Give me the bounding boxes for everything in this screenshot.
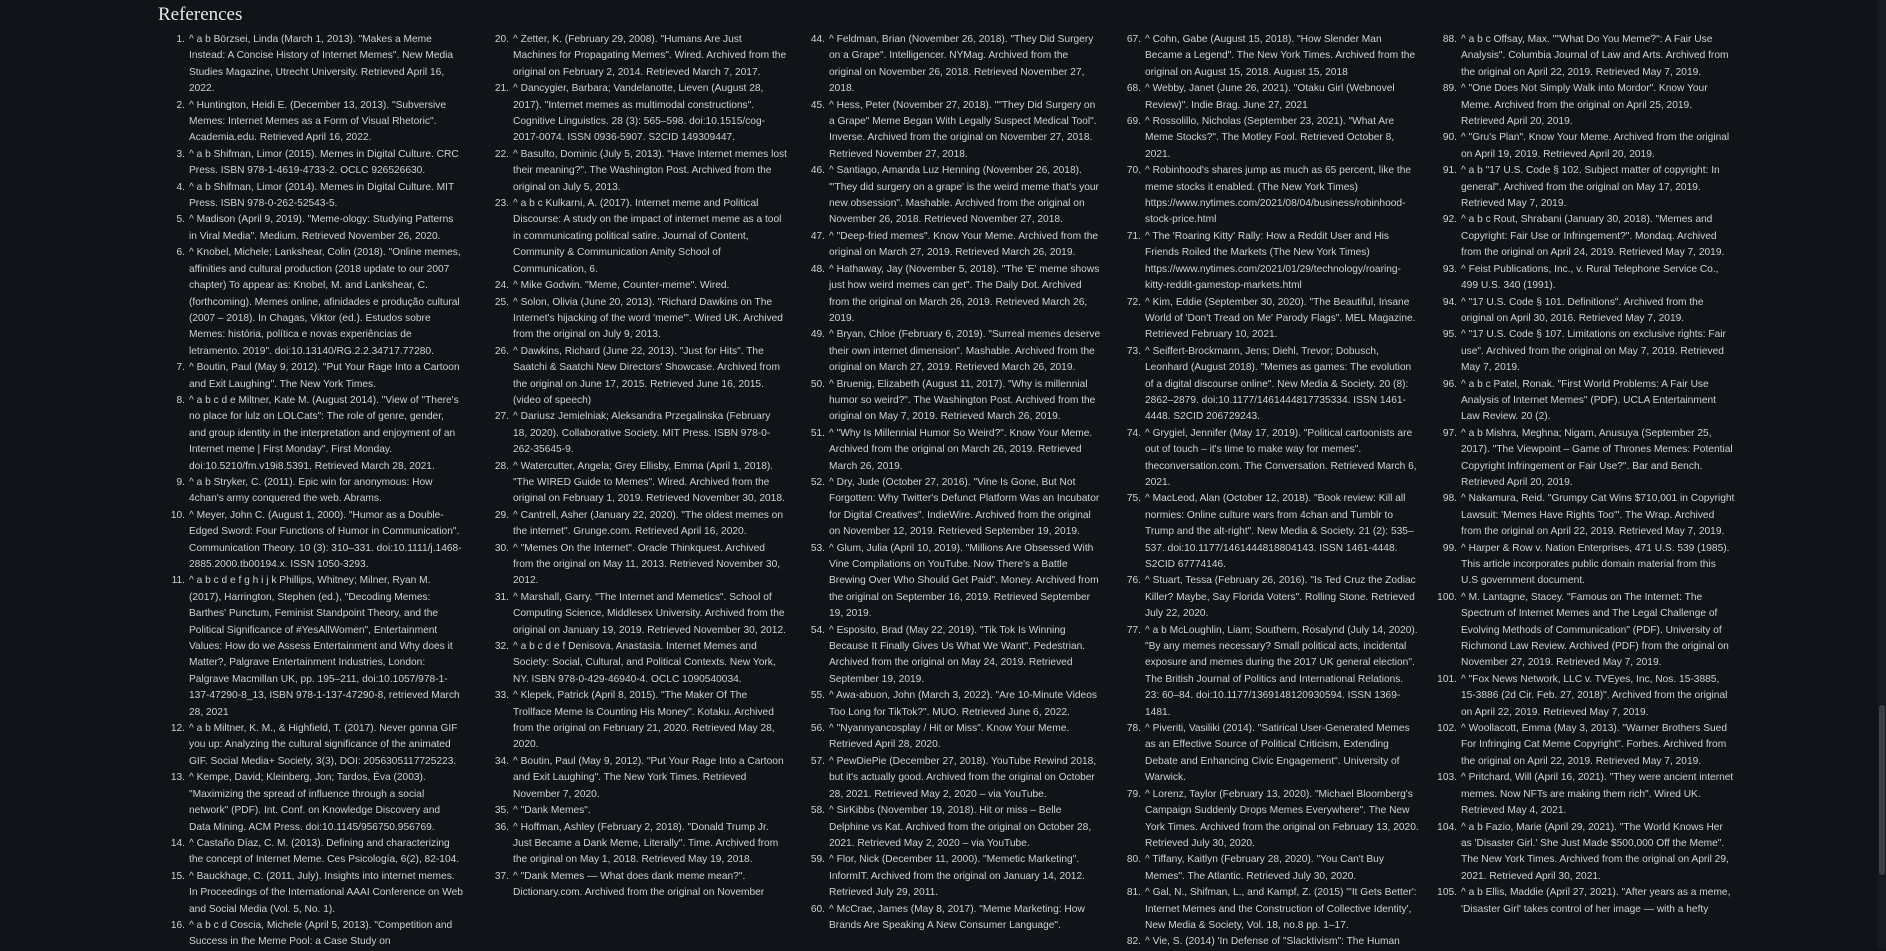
reference-number: 11.	[171, 575, 185, 587]
reference-item	[163, 98, 463, 147]
reference-item	[487, 869, 787, 902]
reference-item	[1435, 262, 1735, 295]
reference-text[interactable]: ^ Kim, Eddie (September 30, 2020). "The Beautiful, Insane World of 'Don't Tread on Me' Parody Flags". MEL Magazine. Retrieved February 10, 2021.	[1145, 296, 1416, 341]
reference-text[interactable]: ^ Vie, S. (2014) 'In Defense of "Slacktivism": The Human	[1145, 936, 1400, 948]
reference-text[interactable]: ^ a b c Rout, Shrabani (January 30, 2018). "Memes and Copyright: Fair Use or Infringement?". Mondaq. Archived from the original on April 24, 2019. Retrieved May 7, 2019.	[1461, 214, 1725, 259]
reference-item	[1435, 491, 1735, 540]
reference-number: 82.	[1126, 936, 1141, 948]
reference-item	[803, 32, 1103, 98]
reference-number: 76.	[1126, 575, 1141, 587]
reference-number: 60.	[810, 903, 825, 915]
reference-item	[803, 902, 1103, 935]
reference-text[interactable]: ^ Castaño Díaz, C. M. (2013). Defining and characterizing the concept of Internet Meme. Ces Psicología, 6(2), 82-104.	[189, 837, 460, 866]
reference-number: 9.	[176, 476, 185, 488]
reference-text[interactable]: ^ a b Mishra, Meghna; Nigam, Anusuya (September 25, 2017). "The Viewpoint – Game of Thrones Memes: Potential Copyright Infringement or Fair Use?". Bar and Bench. Retrieved April 20, 2019.	[1461, 427, 1733, 488]
reference-item	[1119, 885, 1419, 934]
reference-text[interactable]: ^ Hess, Peter (November 27, 2018). ""They Did Surgery on a Grape" Meme Began With Legally Suspect Medical Tool". Inverse. Archived from the original on November 27, 2018. Retrieved November 27, 2018.	[829, 99, 1097, 160]
reference-text[interactable]: ^ a b c d e Miltner, Kate M. (August 2014). "View of "There's no place for lulz on LOLCats": The role of genre, gender, and group identity in the interpretation and enjoyment of an Internet meme | First Monday". First Monday. doi:10.5210/fm.v19i8.5391. Retrieved March 28, 2021.	[189, 394, 459, 472]
reference-number: 26.	[494, 345, 509, 357]
reference-item	[487, 508, 787, 541]
reference-number: 25.	[494, 296, 509, 308]
reference-item	[803, 721, 1103, 754]
reference-text[interactable]: ^ MacLeod, Alan (October 12, 2018). "Book review: Kill all normies: Online culture wars from 4chan and Tumblr to Trump and the alt-right". New Media & Society. 21 (2): 535–537. doi:10.1177/1461444818804143. ISSN 1461-4448. S2CID 67774146.	[1145, 493, 1414, 570]
reference-item	[1435, 377, 1735, 426]
references-column-5	[1435, 32, 1735, 918]
reference-text[interactable]: ^ a b c Patel, Ronak. "First World Problems: A Fair Use Analysis of Internet Memes" (PDF). UCLA Entertainment Law Review. 20 (2).	[1461, 378, 1717, 423]
reference-item	[487, 32, 787, 81]
reference-number: 52.	[810, 476, 825, 488]
reference-text[interactable]: ^ Hathaway, Jay (November 5, 2018). "The 'E' meme shows just how weird memes can get". The Daily Dot. Archived from the original on March 26, 2019. Retrieved March 26, 2019.	[829, 263, 1100, 324]
reference-number: 33.	[494, 690, 509, 702]
reference-number: 70.	[1126, 165, 1141, 177]
reference-number: 67.	[1126, 34, 1141, 45]
reference-number: 53.	[810, 542, 825, 554]
reference-number: 91.	[1442, 165, 1457, 177]
reference-item	[487, 409, 787, 458]
reference-item	[1435, 81, 1735, 130]
reference-number: 93.	[1442, 263, 1457, 275]
reference-item	[487, 803, 787, 819]
reference-item	[163, 147, 463, 180]
reference-text[interactable]: ^ Cantrell, Asher (January 22, 2020). "The oldest memes on the internet". Grunge.com. Retrieved April 16, 2020.	[513, 509, 784, 538]
reference-number: 10.	[170, 509, 185, 521]
reference-item	[487, 295, 787, 344]
reference-item	[803, 426, 1103, 475]
references-column-2	[487, 32, 787, 902]
reference-text[interactable]: ^ a b McLoughlin, Liam; Southern, Rosalynd (July 14, 2020). "By any memes necessary? Small political acts, incidental exposure and memes during the 2017 UK general election". The British Journal of Politics and International Relations. 23: 60–84. doi:10.1177/1369148120930594. ISSN 1369-1481.	[1145, 624, 1418, 718]
reference-item	[1119, 229, 1419, 295]
reference-number: 103.	[1437, 772, 1457, 784]
reference-text[interactable]: ^ "Why Is Millennial Humor So Weird?". Know Your Meme. Archived from the original on March 26, 2019. Retrieved March 26, 2019.	[829, 427, 1093, 472]
reference-number: 45.	[810, 99, 825, 111]
reference-item	[1119, 623, 1419, 721]
reference-item	[1435, 672, 1735, 721]
reference-item	[163, 32, 463, 98]
reference-number: 51.	[810, 427, 825, 439]
reference-text[interactable]: ^ Dariusz Jemielniak; Aleksandra Przegalinska (February 18, 2020). Collaborative Society. MIT Press. ISBN 978-0-262-35645-9.	[513, 411, 771, 456]
reference-item	[487, 147, 787, 196]
reference-number: 97.	[1442, 427, 1457, 439]
reference-item	[1435, 163, 1735, 212]
reference-number: 56.	[810, 723, 825, 735]
reference-number: 69.	[1126, 116, 1141, 128]
reference-number: 54.	[810, 624, 825, 636]
reference-text[interactable]: ^ PewDiePie (December 27, 2018). YouTube Rewind 2018, but it's actually good. Archived from the original on October 28, 2021. Retrieved May 2, 2020 – via YouTube.	[829, 755, 1097, 800]
reference-text[interactable]: ^ Kempe, David; Kleinberg, Jon; Tardos, Éva (2003). "Maximizing the spread of influence through a social network" (PDF). Int. Conf. on Knowledge Discovery and Data Mining. ACM Press. doi:10.1145/956750.956769.	[189, 772, 441, 833]
reference-text[interactable]: ^ Watercutter, Angela; Grey Ellisby, Emma (April 1, 2018). "The WIRED Guide to Memes". Wired. Archived from the original on February 1, 2019. Retrieved November 30, 2018.	[513, 460, 785, 505]
reference-item	[803, 852, 1103, 901]
reference-text[interactable]: ^ Tiffany, Kaitlyn (February 28, 2020). "You Can't Buy Memes". The Atlantic. Retrieved July 30, 2020.	[1145, 854, 1384, 882]
reference-number: 22.	[494, 148, 509, 160]
reference-text[interactable]: ^ Zetter, K. (February 29, 2008). "Humans Are Just Machines for Propagating Memes". Wired. Archived from the original on February 2, 2014. Retrieved March 7, 2017.	[513, 34, 787, 78]
reference-item	[1119, 426, 1419, 492]
reference-number: 81.	[1126, 887, 1141, 899]
reference-item	[487, 541, 787, 590]
reference-number: 34.	[494, 755, 509, 767]
reference-text[interactable]: ^ Santiago, Amanda Luz Henning (November 26, 2018). "'They did surgery on a grape' is the weird meme that's your new obsession". Mashable. Archived from the original on November 26, 2018. Retrieved November 27, 2018.	[829, 165, 1099, 226]
reference-text[interactable]: ^ "Deep-fried memes". Know Your Meme. Archived from the original on March 27, 2019. Retrieved March 26, 2019.	[829, 230, 1099, 259]
reference-number: 75.	[1126, 493, 1141, 505]
reference-number: 6.	[176, 247, 185, 259]
reference-number: 12.	[170, 723, 185, 735]
reference-item	[1119, 491, 1419, 573]
reference-item	[163, 475, 463, 508]
reference-item	[487, 754, 787, 803]
reference-text[interactable]: ^ McCrae, James (May 8, 2017). "Meme Marketing: How Brands Are Speaking A New Consumer Language".	[829, 903, 1085, 931]
reference-number: 88.	[1442, 34, 1457, 45]
reference-item	[487, 278, 787, 294]
reference-number: 102.	[1437, 723, 1457, 735]
reference-number: 29.	[494, 509, 509, 521]
reference-item	[487, 820, 787, 869]
reference-item	[487, 344, 787, 410]
reference-text[interactable]: ^ Awa-abuon, John (March 3, 2022). "Are 10-Minute Videos Too Long for TikTok?". MUO. Retrieved June 6, 2022.	[829, 690, 1097, 718]
reference-item	[1119, 934, 1419, 950]
reference-text[interactable]: ^ The 'Roaring Kitty' Rally: How a Reddit User and His Friends Roiled the Markets (The New York Times) https://www.nytimes.com/2021/01/29/technology/roaring-kitty-reddit-gamestop-markets.html	[1145, 230, 1401, 292]
scrollbar-track[interactable]	[1878, 0, 1886, 949]
reference-text[interactable]: ^ Grygiel, Jennifer (May 17, 2019). "Political cartoonists are out of touch – it's time to make way for memes". theconversation.com. The Conversation. Retrieved March 6, 2021.	[1145, 427, 1417, 488]
reference-number: 24.	[494, 280, 509, 292]
reference-text[interactable]: ^ Cohn, Gabe (August 15, 2018). "How Slender Man Became a Legend". The New York Times. Archived from the original on August 15, 2018. August 15, 2018	[1145, 34, 1416, 78]
reference-text[interactable]: ^ Feldman, Brian (November 26, 2018). "They Did Surgery on a Grape". Intelligencer. NYMag. Archived from the original on November 26, 2018. Retrieved November 27, 2018.	[829, 34, 1094, 95]
reference-number: 101.	[1437, 673, 1457, 685]
reference-item	[163, 573, 463, 721]
reference-number: 99.	[1442, 542, 1457, 554]
reference-item	[1119, 295, 1419, 344]
reference-item	[1435, 212, 1735, 261]
reference-text[interactable]: ^ Huntington, Heidi E. (December 13, 2013). "Subversive Memes: Internet Memes as a Form of Visual Rhetoric". Academia.edu. Retrieved April 16, 2022.	[189, 99, 446, 144]
reference-text[interactable]: ^ Dancygier, Barbara; Vandelanotte, Lieven (August 28, 2017). "Internet memes as multimodal constructions". Cognitive Linguistics. 28 (3): 565–598. doi:10.1515/cog-2017-0074. ISSN 0936-5907. S2CID 149309447.	[513, 83, 766, 144]
reference-item	[1435, 885, 1735, 918]
reference-item	[1119, 721, 1419, 787]
reference-number: 49.	[810, 329, 825, 341]
reference-number: 47.	[810, 230, 825, 242]
reference-number: 44.	[810, 34, 825, 45]
reference-item	[1119, 344, 1419, 426]
references-column-3	[803, 32, 1103, 934]
reference-item	[487, 639, 787, 688]
reference-text[interactable]: ^ "Memes On the Internet". Oracle Thinkquest. Archived from the original on May 11, 2013. Retrieved November 30, 2012.	[513, 542, 781, 587]
reference-text[interactable]: ^ Meyer, John C. (August 1, 2000). "Humor as a Double-Edged Sword: Four Functions of Humor in Communication". Communication Theory. 10 (3): 310–331. doi:10.1111/j.1468-2885.2000.tb00194.x. ISSN 1050-3293.	[189, 509, 462, 570]
reference-text[interactable]: ^ Boutin, Paul (May 9, 2012). "Put Your Rage Into a Cartoon and Exit Laughing". The New York Times.	[189, 362, 460, 390]
reference-text[interactable]: ^ a b Börzsei, Linda (March 1, 2013). "Makes a Meme Instead: A Concise History of Internet Memes". New Media Studies Magazine, Utrecht University. Retrieved April 16, 2022.	[189, 34, 454, 95]
reference-text[interactable]: ^ Harper & Row v. Nation Enterprises, 471 U.S. 539 (1985). This article incorporates public domain material from this U.S government document.	[1461, 542, 1730, 587]
reference-text[interactable]: ^ "Fox News Network, LLC v. TVEyes, Inc, Nos. 15-3885, 15-3886 (2d Cir. Feb. 27, 2018)". Archived from the original on April 22, 2019. Retrieved May 7, 2019.	[1461, 673, 1728, 718]
reference-item	[1119, 573, 1419, 622]
references-column-4	[1119, 32, 1419, 951]
reference-number: 28.	[494, 460, 509, 472]
reference-text[interactable]: ^ Gal, N., Shifman, L., and Kampf, Z. (2015) "'It Gets Better': Internet Memes and the Construction of Collective Identity', New Media & Society, Vol. 18, no.8 pp. 1–17.	[1145, 887, 1417, 931]
reference-number: 15.	[170, 870, 185, 882]
reference-text[interactable]: ^ Basulto, Dominic (July 5, 2013). "Have Internet memes lost their meaning?". The Washington Post. Archived from the original on July 5, 2013.	[513, 148, 787, 193]
reference-item	[163, 360, 463, 393]
reference-number: 71.	[1126, 230, 1141, 242]
reference-number: 36.	[494, 821, 509, 833]
reference-text[interactable]: ^ Woollacott, Emma (May 3, 2013). "Warner Brothers Sued For Infringing Cat Meme Copyright". Forbes. Archived from the original on April 22, 2019. Retrieved May 7, 2019.	[1461, 723, 1728, 767]
reference-item	[803, 229, 1103, 262]
reference-number: 77.	[1126, 624, 1141, 636]
reference-item	[163, 770, 463, 836]
reference-number: 90.	[1442, 132, 1457, 144]
page-title: References	[158, 4, 243, 25]
reference-item	[487, 196, 787, 278]
reference-number: 96.	[1442, 378, 1457, 390]
reference-item	[1119, 32, 1419, 81]
reference-item	[163, 918, 463, 951]
reference-number: 50.	[810, 378, 825, 390]
reference-text[interactable]: ^ Feist Publications, Inc., v. Rural Telephone Service Co., 499 U.S. 340 (1991).	[1461, 263, 1719, 292]
reference-number: 7.	[176, 362, 185, 374]
reference-text[interactable]: ^ Klepek, Patrick (April 8, 2015). "The Maker Of The Trollface Meme Is Counting His Money". Kotaku. Archived from the original on February 21, 2020. Retrieved May 28, 2020.	[513, 690, 775, 751]
reference-text[interactable]: ^ Marshall, Garry. "The Internet and Memetics". School of Computing Science, Middlesex University. Archived from the original on January 19, 2019. Retrieved November 30, 2012.	[513, 591, 786, 636]
reference-text[interactable]: ^ "Nyannyancosplay / Hit or Miss". Know Your Meme. Retrieved April 28, 2020.	[829, 723, 1070, 751]
reference-text[interactable]: ^ a b c Kulkarni, A. (2017). Internet meme and Political Discourse: A study on the impact of internet meme as a tool in communicating political satire. Journal of Content, Community & Communication Amity School of Communication, 6.	[513, 198, 782, 275]
reference-item	[803, 475, 1103, 541]
reference-text[interactable]: ^ a b Shifman, Limor (2015). Memes in Digital Culture. CRC Press. ISBN 978-1-4619-4733-2. OCLC 926526630.	[189, 148, 459, 177]
reference-number: 16.	[170, 919, 185, 931]
reference-text[interactable]: ^ Bryan, Chloe (February 6, 2019). "Surreal memes deserve their own internet dimension". Mashable. Archived from the original on March 27, 2019. Retrieved March 26, 2019.	[829, 329, 1101, 374]
reference-text[interactable]: ^ a b Shifman, Limor (2014). Memes in Digital Culture. MIT Press. ISBN 978-0-262-52543-5.	[189, 181, 455, 210]
reference-number: 98.	[1442, 493, 1457, 505]
reference-number: 78.	[1126, 723, 1141, 735]
reference-item	[1435, 770, 1735, 819]
reference-item	[1435, 820, 1735, 886]
reference-number: 2.	[176, 99, 185, 111]
reference-item	[487, 459, 787, 508]
reference-text[interactable]: ^ Stuart, Tessa (February 26, 2016). "Is Ted Cruz the Zodiac Killer? Maybe, Say Florida Voters". Rolling Stone. Retrieved July 22, 2020.	[1145, 575, 1416, 620]
reference-item	[803, 754, 1103, 803]
reference-text[interactable]: ^ a b "17 U.S. Code § 102. Subject matter of copyright: In general". Archived from the original on May 17, 2019. Retrieved May 7, 2019.	[1461, 165, 1720, 210]
reference-item	[163, 180, 463, 213]
reference-text[interactable]: ^ Boutin, Paul (May 9, 2012). "Put Your Rage Into a Cartoon and Exit Laughing". The New York Times. Retrieved November 7, 2020.	[513, 755, 784, 800]
reference-text[interactable]: ^ Flor, Nick (December 11, 2000). "Memetic Marketing". InformIT. Archived from the original on January 14, 2012. Retrieved July 29, 2011.	[829, 854, 1085, 899]
reference-item	[1435, 590, 1735, 672]
reference-text[interactable]: ^ Seiffert-Brockmann, Jens; Diehl, Trevor; Dobusch, Leonhard (August 2018). "Memes as games: The evolution of a digital discourse online". New Media & Society. 20 (8): 2862–2879. doi:10.1177/1461444817735334. ISSN 1461-4448. S2CID 206729243.	[1145, 345, 1412, 423]
reference-text[interactable]: ^ a b c d e f Denisova, Anastasia. Internet Memes and Society: Social, Cultural, and Political Contexts. New York, NY. ISBN 978-0-429-46940-4. OCLC 1090540034.	[513, 641, 776, 685]
reference-text[interactable]: ^ Nakamura, Reid. "Grumpy Cat Wins $710,001 in Copyright Lawsuit: 'Memes Have Rights Too'". The Wrap. Archived from the original on April 22, 2019. Retrieved May 7, 2019.	[1461, 493, 1735, 538]
reference-text[interactable]: ^ Glum, Julia (April 10, 2019). "Millions Are Obsessed With Vine Compilations on YouTube. Now There's a Battle Brewing Over Who Should Get Paid". Money. Archived from the original on September 16, 2019. Retrieved September 19, 2019.	[829, 542, 1099, 620]
reference-number: 35.	[494, 805, 509, 817]
reference-item	[803, 377, 1103, 426]
reference-text[interactable]: ^ a b Fazio, Marie (April 29, 2021). "The World Knows Her as 'Disaster Girl.' She Just Made $500,000 Off the Meme". The New York Times. Archived from the original on April 29, 2021. Retrieved April 30, 2021.	[1461, 821, 1729, 882]
reference-item	[803, 262, 1103, 328]
references-column-1	[163, 32, 463, 951]
reference-item	[1435, 130, 1735, 163]
reference-item	[803, 98, 1103, 164]
reference-text[interactable]: ^ SirKibbs (November 19, 2018). Hit or miss – Belle Delphine vs Kat. Archived from the original on October 28, 2021. Retrieved May 2, 2020 – via YouTube.	[829, 805, 1092, 849]
reference-text[interactable]: ^ a b c Offsay, Max. ""What Do You Meme?": A Fair Use Analysis". Columbia Journal of Law and Arts. Archived from the original on April 22, 2019. Retrieved May 7, 2019.	[1461, 34, 1729, 78]
reference-number: 94.	[1442, 296, 1457, 308]
reference-item	[803, 327, 1103, 376]
reference-item	[487, 688, 787, 754]
reference-number: 13.	[170, 772, 185, 784]
reference-number: 48.	[810, 263, 825, 275]
reference-number: 5.	[176, 214, 185, 226]
reference-item	[1435, 721, 1735, 770]
reference-item	[487, 590, 787, 639]
reference-number: 14.	[170, 837, 185, 849]
reference-number: 20.	[494, 34, 509, 45]
reference-item	[1435, 327, 1735, 376]
reference-text[interactable]: ^ "Dank Memes — What does dank meme mean?". Dictionary.com. Archived from the original on November	[513, 870, 765, 899]
reference-number: 4.	[176, 181, 185, 193]
reference-number: 57.	[810, 755, 825, 767]
reference-text[interactable]: ^ Rossolillo, Nicholas (September 23, 2021). "What Are Meme Stocks?". The Motley Fool. Retrieved October 8, 2021.	[1145, 116, 1395, 160]
reference-item	[163, 836, 463, 869]
reference-item	[803, 688, 1103, 721]
reference-number: 46.	[810, 165, 825, 177]
reference-text[interactable]: ^ a b Stryker, C. (2011). Epic win for anonymous: How 4chan's army conquered the web. Abrams.	[189, 476, 433, 505]
reference-number: 30.	[494, 542, 509, 554]
reference-number: 21.	[494, 83, 509, 95]
reference-number: 74.	[1126, 427, 1141, 439]
reference-number: 27.	[494, 411, 509, 423]
reference-text[interactable]: ^ Dry, Jude (October 27, 2016). "Vine Is Gone, But Not Forgotten: Why Twitter's Defunct Platform Was an Incubator for Digital Creatives". IndieWire. Archived from the original on November 12, 2019. Retrieved September 19, 2019.	[829, 476, 1100, 538]
reference-number: 23.	[494, 198, 509, 210]
reference-number: 59.	[810, 854, 825, 866]
reference-item	[1119, 114, 1419, 163]
reference-number: 8.	[176, 394, 185, 406]
reference-text[interactable]: ^ Knobel, Michele; Lankshear, Colin (2018). "Online memes, affinities and cultural production (2018 update to our 2007 chapter) To appear as: Knobel, M. and Lankshear, C. (forthcoming). Memes online, afinidades e produção cultural (2007 – 2018). In Chagas, Viktor (ed.). Estudos sobre Memes: história, política e novas experiências de letramento. 2019". doi:10.13140/RG.2.2.34717.77280.	[189, 247, 461, 357]
reference-item	[163, 508, 463, 574]
reference-text[interactable]: ^ "Gru's Plan". Know Your Meme. Archived from the original on April 19, 2019. Retrieved April 20, 2019.	[1461, 132, 1730, 160]
reference-text[interactable]: ^ Bruenig, Elizabeth (August 11, 2017). "Why is millennial humor so weird?". The Washington Post. Archived from the original on May 7, 2019. Retrieved March 26, 2019.	[829, 378, 1096, 423]
reference-text[interactable]: ^ Robinhood's shares jump as much as 65 percent, like the meme stocks it enabled. (The New York Times) https://www.nytimes.com/2021/08/04/business/robinhood-stock-price.html	[1145, 165, 1412, 226]
reference-text[interactable]: ^ "17 U.S. Code § 107. Limitations on exclusive rights: Fair use". Archived from the original on May 7, 2019. Retrieved May 7, 2019.	[1461, 329, 1726, 374]
reference-item	[163, 721, 463, 770]
reference-item	[1435, 32, 1735, 81]
reference-item	[803, 163, 1103, 229]
reference-number: 104.	[1437, 821, 1457, 833]
reference-item	[163, 869, 463, 918]
reference-item	[1119, 852, 1419, 885]
scrollbar-thumb[interactable]	[1879, 705, 1885, 875]
reference-text[interactable]: ^ Pritchard, Will (April 16, 2021). "They were ancient internet memes. Now NFTs are making them rich". Wired UK. Retrieved May 4, 2021.	[1461, 772, 1734, 817]
reference-item	[1119, 163, 1419, 229]
reference-text[interactable]: ^ Piveriti, Vasiliki (2014). "Satirical User-Generated Memes as an Effective Source of Political Criticism, Extending Debate and Enhancing Civic Engagement". University of Warwick.	[1145, 723, 1410, 784]
reference-number: 31.	[494, 591, 509, 603]
reference-number: 37.	[494, 870, 509, 882]
reference-number: 3.	[176, 148, 185, 160]
reference-text[interactable]: ^ Mike Godwin. "Meme, Counter-meme". Wired.	[513, 280, 730, 292]
reference-item	[487, 81, 787, 147]
reference-number: 73.	[1126, 345, 1141, 357]
reference-number: 72.	[1126, 296, 1141, 308]
reference-text[interactable]: ^ Esposito, Brad (May 22, 2019). "Tik Tok Is Winning Because It Finally Gives Us What We Want". Pedestrian. Archived from the original on May 24, 2019. Retrieved September 19, 2019.	[829, 624, 1086, 685]
reference-item	[803, 803, 1103, 852]
reference-item	[1435, 426, 1735, 492]
reference-text[interactable]: ^ Webby, Janet (June 26, 2021). "Otaku Girl (Webnovel Review)". Indie Brag. June 27, 2021	[1145, 83, 1395, 111]
reference-number: 32.	[494, 641, 509, 653]
reference-text[interactable]: ^ a b Ellis, Maddie (April 27, 2021). "After years as a meme, 'Disaster Girl' takes control of her image — with a hefty	[1461, 887, 1731, 915]
reference-item	[1435, 541, 1735, 590]
reference-number: 68.	[1126, 83, 1141, 95]
reference-number: 89.	[1442, 83, 1457, 95]
reference-text[interactable]: ^ Bauckhage, C. (2011, July). Insights into internet memes. In Proceedings of the International AAAI Conference on Web and Social Media (Vol. 5, No. 1).	[189, 870, 463, 915]
reference-text[interactable]: ^ a b c d Coscia, Michele (April 5, 2013). "Competition and Success in the Meme Pool: a Case Study on	[189, 919, 453, 948]
reference-item	[803, 623, 1103, 689]
reference-number: 79.	[1126, 788, 1141, 800]
reference-text[interactable]: ^ "17 U.S. Code § 101. Definitions". Archived from the original on April 30, 2016. Retrieved May 7, 2019.	[1461, 296, 1704, 324]
reference-text[interactable]: ^ Solon, Olivia (June 20, 2013). "Richard Dawkins on The Internet's hijacking of the word 'meme'". Wired UK. Archived from the original on July 9, 2013.	[513, 296, 783, 341]
reference-item	[163, 393, 463, 475]
reference-number: 80.	[1126, 854, 1141, 866]
reference-item	[163, 245, 463, 360]
reference-text[interactable]: ^ Madison (April 9, 2019). "Meme-ology: Studying Patterns in Viral Media". Medium. Retrieved November 26, 2020.	[189, 214, 454, 242]
reference-item	[163, 212, 463, 245]
reference-number: 1.	[176, 34, 185, 45]
reference-text[interactable]: ^ "Dank Memes".	[513, 805, 591, 817]
reference-text[interactable]: ^ Lorenz, Taylor (February 13, 2020). "Michael Bloomberg's Campaign Suddenly Drops Memes Everywhere". The New York Times. Archived from the original on February 13, 2020. Retrieved July 30, 2020.	[1145, 788, 1419, 849]
reference-text[interactable]: ^ a b c d e f g h i j k Phillips, Whitney; Milner, Ryan M. (2017), Harrington, Stephen (ed.), "Decoding Memes: Barthes' Punctum, Feminist Standpoint Theory, and the Political Significance of #YesAllWomen", Entertainment Values: How do we Assess Entertainment and Why does it Matter?, Palgrave Entertainment Industries, London: Palgrave Macmillan UK, pp. 195–211, doi:10.1057/978-1-137-47290-8_13, ISBN 978-1-137-47290-8, retrieved March 28, 2021	[189, 575, 460, 718]
reference-item	[1119, 787, 1419, 853]
reference-number: 55.	[810, 690, 825, 702]
reference-number: 92.	[1442, 214, 1457, 226]
reference-text[interactable]: ^ a b Miltner, K. M., & Highfield, T. (2017). Never gonna GIF you up: Analyzing the cultural significance of the animated GIF. Social Media+ Society, 3(3), DOI: 2056305117725223.	[189, 723, 458, 767]
reference-item	[1435, 295, 1735, 328]
reference-text[interactable]: ^ Dawkins, Richard (June 22, 2013). "Just for Hits". The Saatchi & Saatchi New Directors' Showcase. Archived from the original on June 17, 2015. Retrieved June 16, 2015. (video of speech)	[513, 345, 780, 406]
reference-text[interactable]: ^ "One Does Not Simply Walk into Mordor". Know Your Meme. Archived from the original on April 25, 2019. Retrieved April 20, 2019.	[1461, 83, 1708, 128]
reference-number: 105.	[1437, 887, 1457, 899]
reference-number: 58.	[810, 805, 825, 817]
reference-text[interactable]: ^ Hoffman, Ashley (February 2, 2018). "Donald Trump Jr. Just Became a Dank Meme, Literally". Time. Archived from the original on May 1, 2018. Retrieved May 19, 2018.	[513, 821, 779, 866]
reference-number: 95.	[1442, 329, 1457, 341]
reference-number: 100.	[1437, 591, 1457, 603]
reference-text[interactable]: ^ M. Lantagne, Stacey. "Famous on The Internet: The Spectrum of Internet Memes and The Legal Challenge of Evolving Methods of Communication" (PDF). University of Richmond Law Review. Archived (PDF) from the original on November 27, 2019. Retrieved May 7, 2019.	[1461, 591, 1729, 669]
reference-item	[803, 541, 1103, 623]
reference-item	[1119, 81, 1419, 114]
